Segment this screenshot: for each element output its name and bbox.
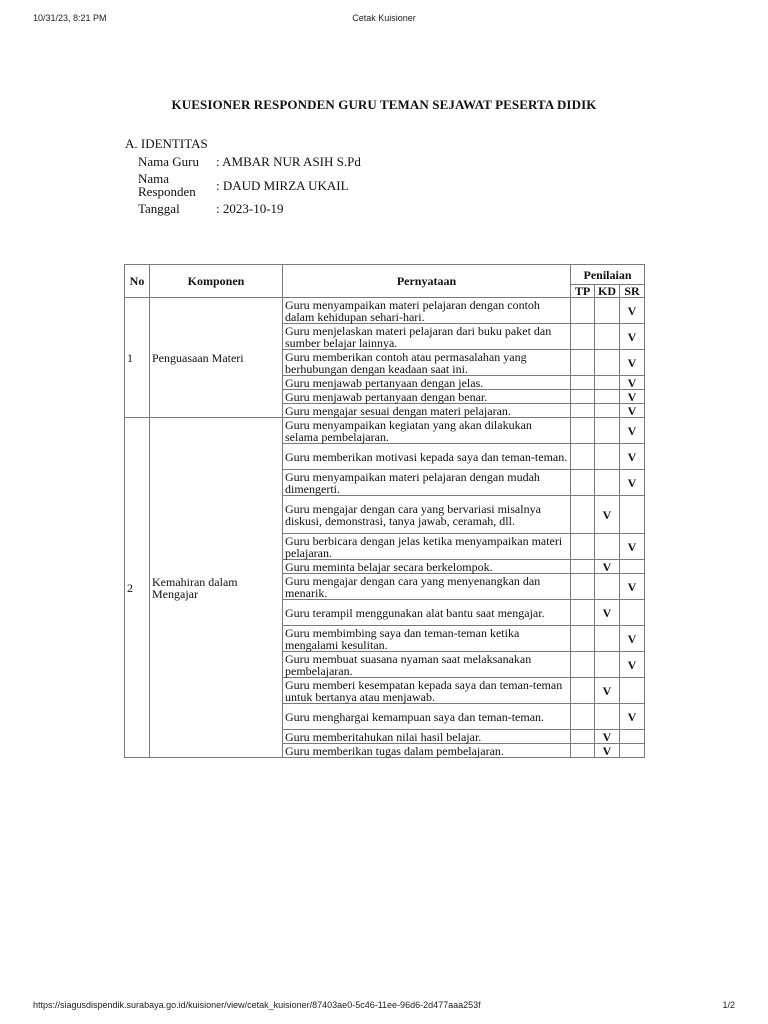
rating-kd-cell	[595, 470, 620, 496]
rating-kd-cell: V	[595, 560, 620, 574]
rating-tp-cell	[571, 444, 595, 470]
rating-kd-cell: V	[595, 744, 620, 758]
statement-cell: Guru mengajar dengan cara yang menyenangkan dan menarik.	[283, 574, 571, 600]
header-pernyataan: Pernyataan	[283, 265, 571, 298]
statement-cell: Guru menyampaikan kegiatan yang akan dilakukan selama pembelajaran.	[283, 418, 571, 444]
rating-sr-cell	[620, 730, 645, 744]
rating-kd-cell	[595, 390, 620, 404]
rating-tp-cell	[571, 376, 595, 390]
rating-tp-cell	[571, 470, 595, 496]
statement-cell: Guru menyampaikan materi pelajaran dengan contoh dalam kehidupan sehari-hari.	[283, 298, 571, 324]
group-number: 2	[125, 418, 150, 758]
statement-cell: Guru meminta belajar secara berkelompok.	[283, 560, 571, 574]
identitas-heading: A. IDENTITAS	[125, 136, 208, 151]
rating-tp-cell	[571, 704, 595, 730]
rating-tp-cell	[571, 496, 595, 534]
print-datetime: 10/31/23, 8:21 PM	[33, 13, 107, 23]
rating-sr-cell	[620, 744, 645, 758]
rating-sr-cell: V	[620, 376, 645, 390]
header-no: No	[125, 265, 150, 298]
rating-sr-cell: V	[620, 534, 645, 560]
statement-cell: Guru membimbing saya dan teman-teman ketika mengalami kesulitan.	[283, 626, 571, 652]
statement-cell: Guru mengajar sesuai dengan materi pelajaran.	[283, 404, 571, 418]
rating-kd-cell: V	[595, 496, 620, 534]
rating-kd-cell	[595, 574, 620, 600]
rating-kd-cell	[595, 418, 620, 444]
rating-tp-cell	[571, 560, 595, 574]
identitas-value: : 2023-10-19	[216, 201, 284, 216]
statement-cell: Guru memberikan tugas dalam pembelajaran.	[283, 744, 571, 758]
identitas-label: Nama Guru	[138, 154, 200, 169]
rating-tp-cell	[571, 744, 595, 758]
statement-cell: Guru menghargai kemampuan saya dan teman-teman.	[283, 704, 571, 730]
rating-kd-cell	[595, 324, 620, 350]
rating-tp-cell	[571, 574, 595, 600]
rating-tp-cell	[571, 600, 595, 626]
rating-kd-cell	[595, 704, 620, 730]
rating-sr-cell	[620, 600, 645, 626]
rating-kd-cell	[595, 652, 620, 678]
rating-tp-cell	[571, 652, 595, 678]
rating-tp-cell	[571, 418, 595, 444]
rating-sr-cell: V	[620, 418, 645, 444]
document-title: KUESIONER RESPONDEN GURU TEMAN SEJAWAT PESERTA DIDIK	[171, 97, 597, 112]
header-komponen: Komponen	[150, 265, 283, 298]
rating-tp-cell	[571, 390, 595, 404]
identitas-value: : AMBAR NUR ASIH S.Pd	[216, 154, 361, 169]
statement-cell: Guru menjelaskan materi pelajaran dari buku paket dan sumber belajar lainnya.	[283, 324, 571, 350]
rating-tp-cell	[571, 324, 595, 350]
statement-cell: Guru memberitahukan nilai hasil belajar.	[283, 730, 571, 744]
rating-tp-cell	[571, 298, 595, 324]
rating-tp-cell	[571, 350, 595, 376]
statement-cell: Guru mengajar dengan cara yang bervariasi misalnya diskusi, demonstrasi, tanya jawab, ceramah, dll.	[283, 496, 571, 534]
rating-tp-cell	[571, 626, 595, 652]
rating-sr-cell: V	[620, 574, 645, 600]
header-kd: KD	[595, 285, 620, 298]
identitas-label: Tanggal	[138, 201, 180, 216]
rating-kd-cell	[595, 534, 620, 560]
rating-kd-cell	[595, 350, 620, 376]
rating-kd-cell	[595, 376, 620, 390]
rating-kd-cell: V	[595, 730, 620, 744]
rating-kd-cell	[595, 404, 620, 418]
rating-sr-cell: V	[620, 350, 645, 376]
header-sr: SR	[620, 285, 645, 298]
rating-kd-cell: V	[595, 600, 620, 626]
group-number: 1	[125, 298, 150, 418]
rating-tp-cell	[571, 678, 595, 704]
identitas-label: Nama Responden	[138, 171, 196, 199]
rating-sr-cell	[620, 560, 645, 574]
group-komponen: Penguasaan Materi	[150, 298, 283, 418]
rating-tp-cell	[571, 404, 595, 418]
identitas-value: : DAUD MIRZA UKAIL	[216, 177, 349, 193]
print-url: https://siagusdispendik.surabaya.go.id/kuisioner/view/cetak_kuisioner/87403ae0-5c46-11ee-96d6-2d477aaa253f	[33, 1000, 481, 1010]
statement-cell: Guru berbicara dengan jelas ketika menyampaikan materi pelajaran.	[283, 534, 571, 560]
rating-sr-cell: V	[620, 444, 645, 470]
identitas-row-nama-responden	[138, 170, 363, 200]
print-page-title: Cetak Kuisioner	[352, 13, 416, 23]
group-komponen: Kemahiran dalam Mengajar	[150, 418, 283, 758]
statement-cell: Guru memberi kesempatan kepada saya dan teman-teman untuk bertanya atau menjawab.	[283, 678, 571, 704]
statement-cell: Guru terampil menggunakan alat bantu saat mengajar.	[283, 600, 571, 626]
rating-sr-cell: V	[620, 626, 645, 652]
rating-kd-cell	[595, 444, 620, 470]
statement-cell: Guru menjawab pertanyaan dengan benar.	[283, 390, 571, 404]
table-header-row	[125, 265, 645, 285]
statement-cell: Guru memberikan contoh atau permasalahan yang berhubungan dengan keadaan saat ini.	[283, 350, 571, 376]
identitas-row-nama-guru	[138, 153, 363, 170]
rating-sr-cell: V	[620, 390, 645, 404]
rating-sr-cell: V	[620, 324, 645, 350]
questionnaire-body	[125, 298, 645, 758]
rating-tp-cell	[571, 730, 595, 744]
rating-sr-cell: V	[620, 298, 645, 324]
rating-sr-cell: V	[620, 470, 645, 496]
identitas-row-tanggal	[138, 200, 363, 217]
rating-kd-cell	[595, 626, 620, 652]
rating-sr-cell	[620, 496, 645, 534]
rating-kd-cell: V	[595, 678, 620, 704]
header-penilaian: Penilaian	[571, 265, 645, 285]
rating-sr-cell: V	[620, 652, 645, 678]
statement-cell: Guru menyampaikan materi pelajaran dengan mudah dimengerti.	[283, 470, 571, 496]
rating-kd-cell	[595, 298, 620, 324]
identitas-table	[138, 153, 363, 217]
statement-cell: Guru menjawab pertanyaan dengan jelas.	[283, 376, 571, 390]
identitas-section	[125, 136, 363, 217]
questionnaire-table	[124, 264, 645, 758]
rating-tp-cell	[571, 534, 595, 560]
statement-cell: Guru membuat suasana nyaman saat melaksanakan pembelajaran.	[283, 652, 571, 678]
print-page-number: 1/2	[722, 1000, 735, 1010]
table-row	[125, 418, 645, 444]
header-tp: TP	[571, 285, 595, 298]
rating-sr-cell: V	[620, 404, 645, 418]
rating-sr-cell	[620, 678, 645, 704]
rating-sr-cell: V	[620, 704, 645, 730]
statement-cell: Guru memberikan motivasi kepada saya dan teman-teman.	[283, 444, 571, 470]
table-row	[125, 298, 645, 324]
